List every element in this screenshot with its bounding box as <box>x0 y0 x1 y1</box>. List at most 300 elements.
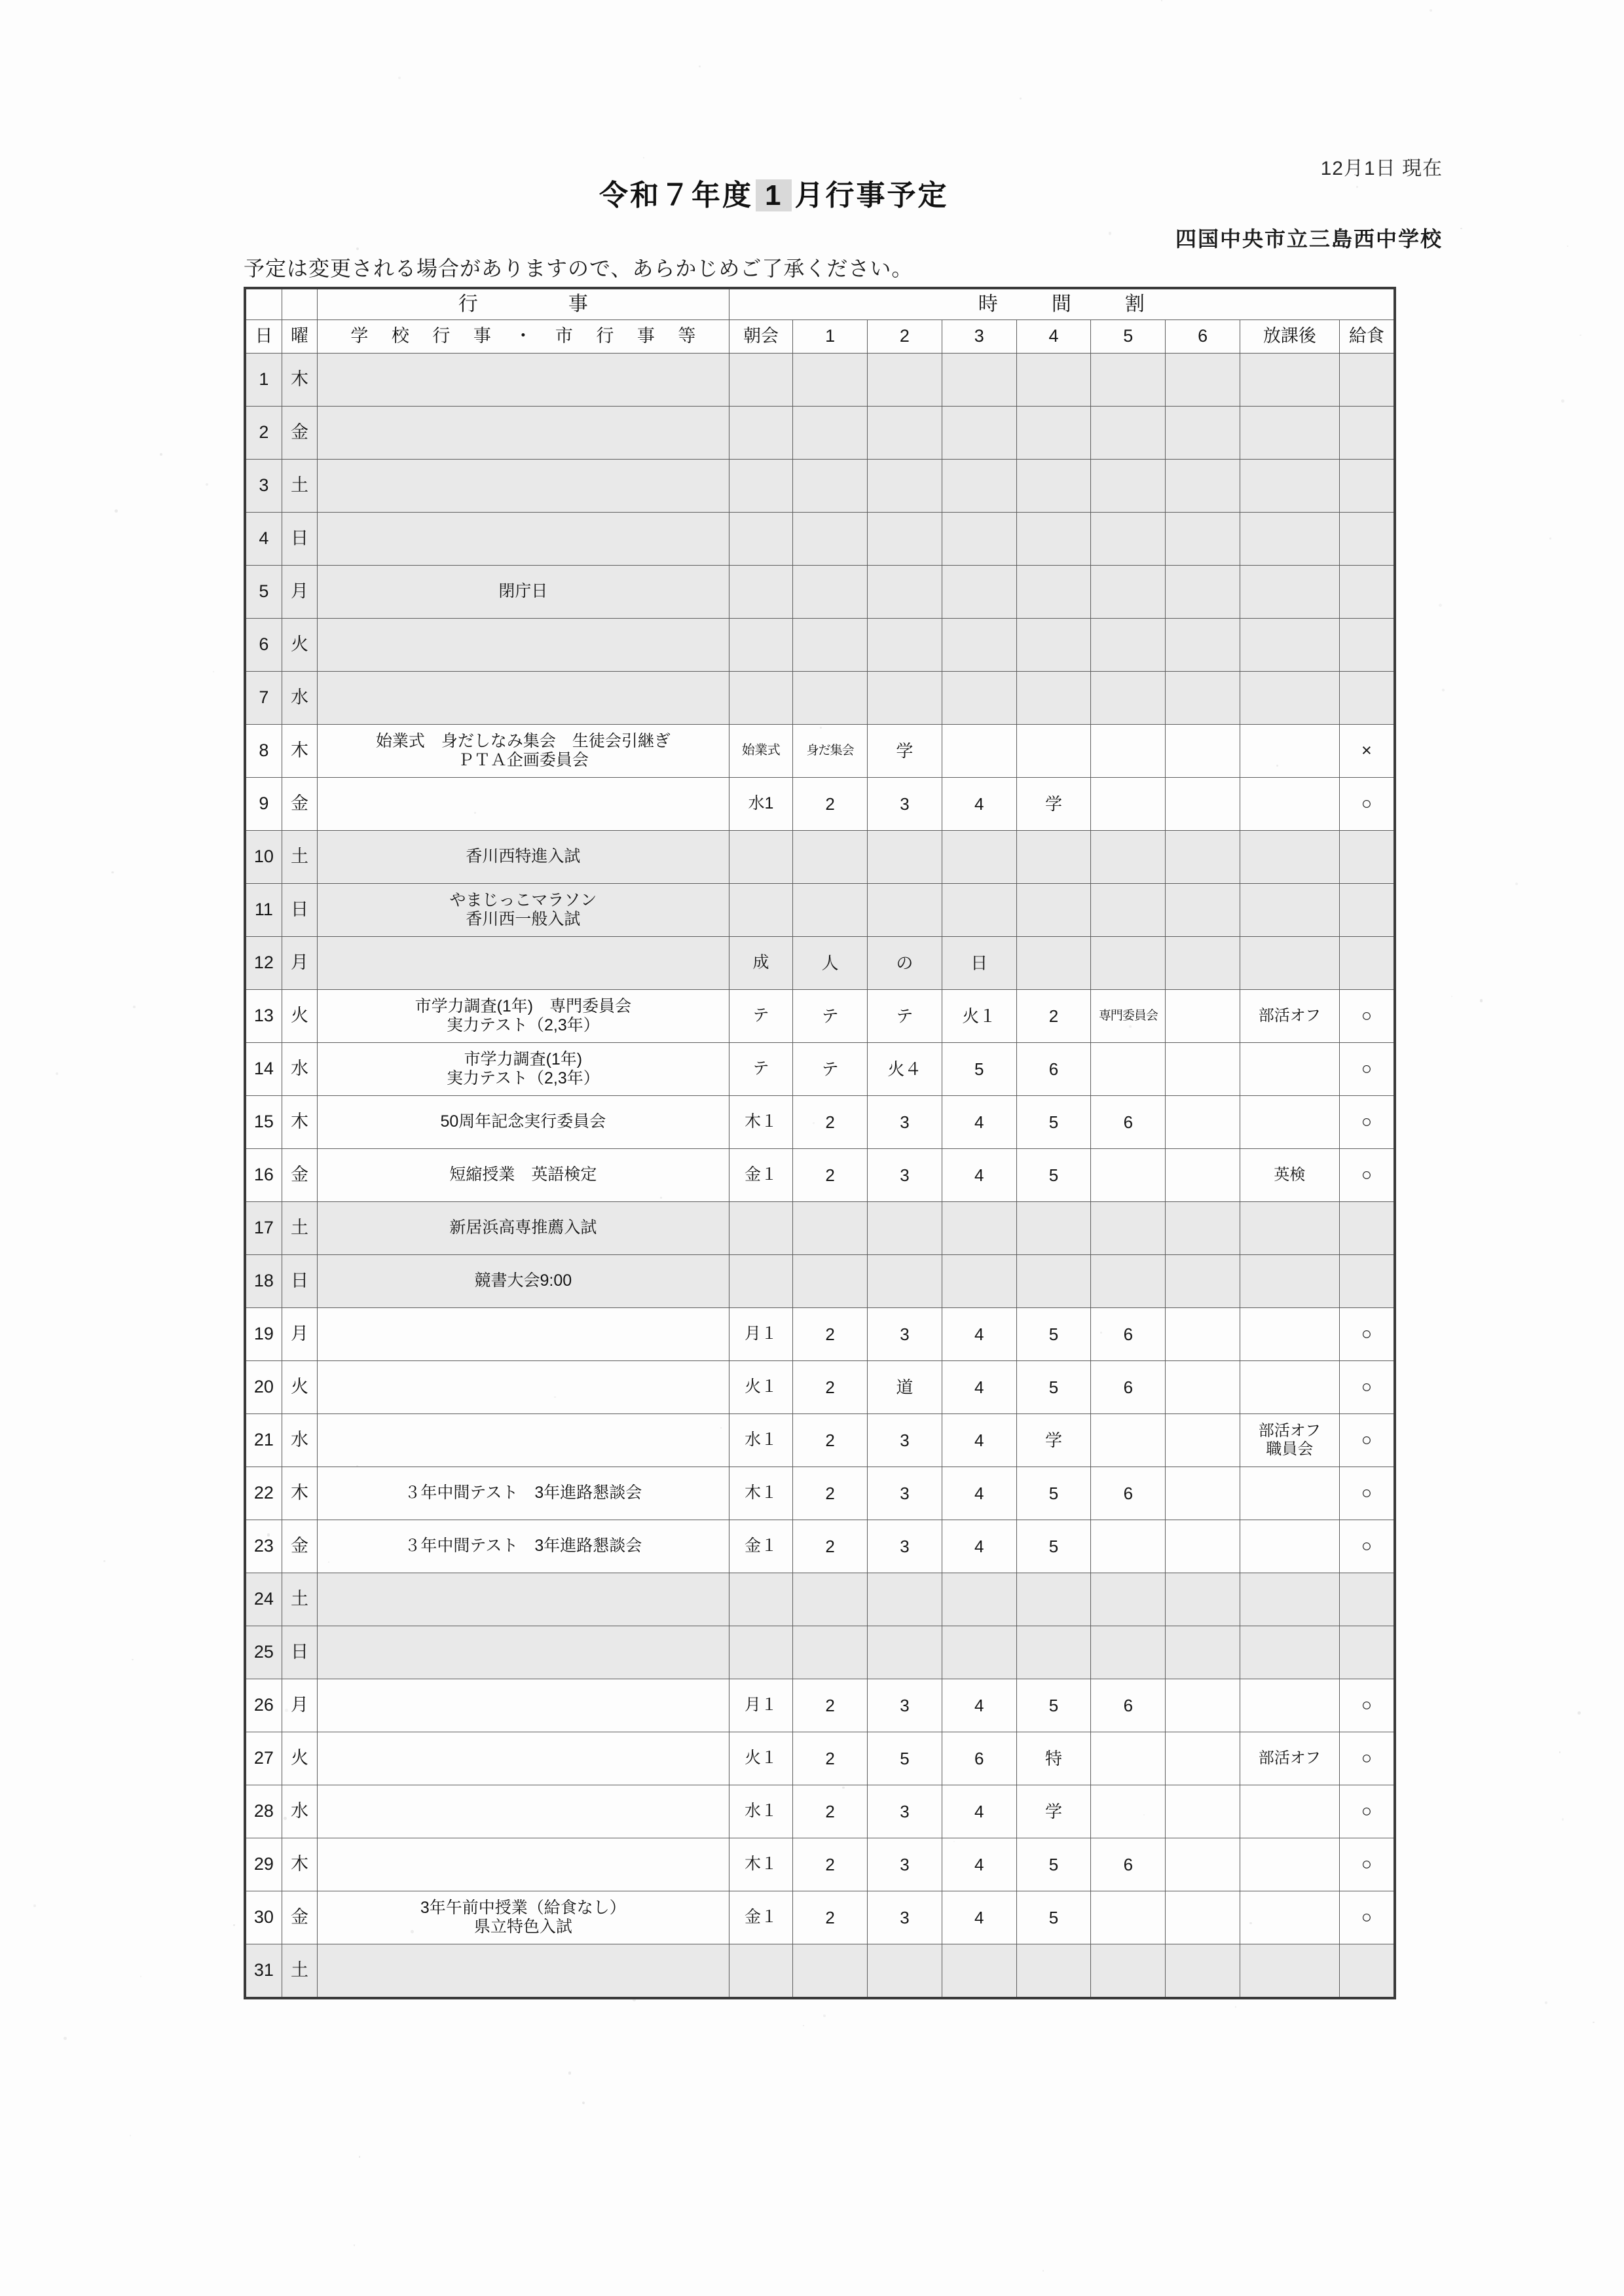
cell-period-2: 3 <box>868 1785 942 1838</box>
cell-events <box>318 1785 729 1838</box>
table-row <box>245 1043 1395 1096</box>
cell-after-school <box>1240 884 1340 937</box>
cell-period-6 <box>1166 831 1240 884</box>
cell-period-4 <box>1016 354 1091 407</box>
cell-period-3 <box>942 354 1016 407</box>
after-school-line: 職員会 <box>1266 1440 1314 1458</box>
cell-after-school <box>1240 513 1340 566</box>
event-line: ３年中間テスト 3年進路懇談会 <box>404 1484 642 1503</box>
cell-after-school <box>1240 354 1340 407</box>
cell-period-3: 4 <box>942 1096 1016 1149</box>
event-line: 市学力調査(1年) <box>464 1049 583 1068</box>
cell-assembly <box>729 884 793 937</box>
cell-period-6 <box>1166 1573 1240 1626</box>
title-prefix: 令和７年度 <box>599 179 753 211</box>
cell-period-1 <box>793 831 868 884</box>
cell-period-2: 3 <box>868 1096 942 1149</box>
cell-period-6 <box>1166 354 1240 407</box>
group-header-row <box>245 288 1395 320</box>
cell-lunch <box>1339 1626 1395 1679</box>
cell-period-4 <box>1016 884 1091 937</box>
cell-weekday: 木 <box>282 1467 317 1520</box>
cell-day: 19 <box>245 1308 282 1361</box>
cell-weekday: 木 <box>282 725 317 778</box>
cell-period-1: 2 <box>793 1467 868 1520</box>
cell-period-6 <box>1166 566 1240 619</box>
cell-period-1 <box>793 407 868 460</box>
cell-period-4 <box>1016 513 1091 566</box>
table-row <box>245 1679 1395 1732</box>
cell-period-1 <box>793 1202 868 1255</box>
cell-assembly: 木１ <box>729 1838 793 1891</box>
change-notice: 予定は変更される場合がありますので、あらかじめご了承ください。 <box>244 257 913 280</box>
cell-weekday: 日 <box>282 513 317 566</box>
cell-day: 3 <box>245 460 282 513</box>
cell-period-1: 2 <box>793 1149 868 1202</box>
cell-period-3 <box>942 831 1016 884</box>
cell-period-4 <box>1016 937 1091 990</box>
cell-period-3 <box>942 1202 1016 1255</box>
cell-day: 4 <box>245 513 282 566</box>
table-row <box>245 884 1395 937</box>
cell-after-school <box>1240 672 1340 725</box>
table-row <box>245 672 1395 725</box>
table-row <box>245 1944 1395 1999</box>
cell-assembly <box>729 513 793 566</box>
cell-events <box>318 778 729 831</box>
cell-period-6 <box>1166 1149 1240 1202</box>
cell-day: 9 <box>245 778 282 831</box>
cell-lunch <box>1339 672 1395 725</box>
cell-period-3 <box>942 1255 1016 1308</box>
event-line: やまじっこマラソン <box>449 890 597 909</box>
cell-day: 16 <box>245 1149 282 1202</box>
event-line: 実力テスト（2,3年） <box>446 1069 600 1087</box>
cell-period-3 <box>942 884 1016 937</box>
col-header-period-5: 5 <box>1091 320 1166 354</box>
cell-weekday: 土 <box>282 460 317 513</box>
group-blank-wday <box>282 288 317 320</box>
cell-day: 14 <box>245 1043 282 1096</box>
cell-period-3: 4 <box>942 1149 1016 1202</box>
cell-period-5 <box>1091 725 1166 778</box>
cell-period-5: 6 <box>1091 1679 1166 1732</box>
cell-after-school <box>1240 407 1340 460</box>
cell-period-2 <box>868 619 942 672</box>
cell-period-2: 3 <box>868 778 942 831</box>
cell-period-3: 日 <box>942 937 1016 990</box>
col-header-after-school: 放課後 <box>1240 320 1340 354</box>
cell-period-5 <box>1091 1149 1166 1202</box>
cell-events <box>318 1891 729 1944</box>
cell-period-3 <box>942 1944 1016 1999</box>
cell-period-2: 3 <box>868 1414 942 1467</box>
cell-after-school <box>1240 831 1340 884</box>
cell-after-school <box>1240 937 1340 990</box>
cell-after-school: 部活オフ <box>1240 1732 1340 1785</box>
cell-period-1 <box>793 354 868 407</box>
cell-period-5 <box>1091 460 1166 513</box>
cell-period-3: 5 <box>942 1043 1016 1096</box>
cell-period-1: 2 <box>793 1838 868 1891</box>
cell-day: 25 <box>245 1626 282 1679</box>
cell-period-4 <box>1016 407 1091 460</box>
event-line: 新居浜高専推薦入試 <box>449 1218 597 1237</box>
cell-period-4 <box>1016 1202 1091 1255</box>
cell-events <box>318 884 729 937</box>
cell-after-school <box>1240 1308 1340 1361</box>
cell-weekday: 土 <box>282 1944 317 1999</box>
cell-assembly <box>729 1202 793 1255</box>
cell-period-4 <box>1016 619 1091 672</box>
cell-assembly <box>729 831 793 884</box>
cell-period-3 <box>942 513 1016 566</box>
cell-lunch: ○ <box>1339 1043 1395 1096</box>
cell-events <box>318 672 729 725</box>
event-line: 実力テスト（2,3年） <box>446 1016 600 1034</box>
cell-events <box>318 1096 729 1149</box>
cell-lunch <box>1339 619 1395 672</box>
cell-period-2 <box>868 672 942 725</box>
event-line: 香川西特進入試 <box>466 847 581 866</box>
cell-weekday: 木 <box>282 354 317 407</box>
cell-period-3 <box>942 407 1016 460</box>
cell-after-school <box>1240 619 1340 672</box>
cell-period-2 <box>868 1944 942 1999</box>
cell-period-4 <box>1016 1255 1091 1308</box>
table-row <box>245 1361 1395 1414</box>
cell-period-2: 3 <box>868 1891 942 1944</box>
table-row <box>245 1891 1395 1944</box>
cell-weekday: 水 <box>282 672 317 725</box>
table-body <box>245 354 1395 1999</box>
cell-period-1: 2 <box>793 1785 868 1838</box>
cell-period-2: テ <box>868 990 942 1043</box>
group-header-events: 行 事 <box>318 288 729 320</box>
cell-period-2: 3 <box>868 1838 942 1891</box>
cell-events <box>318 937 729 990</box>
cell-after-school <box>1240 460 1340 513</box>
cell-period-4: 6 <box>1016 1043 1091 1096</box>
cell-lunch <box>1339 566 1395 619</box>
cell-period-4 <box>1016 831 1091 884</box>
cell-period-3: 4 <box>942 1308 1016 1361</box>
event-line: 短縮授業 英語検定 <box>449 1165 597 1184</box>
table-row <box>245 1785 1395 1838</box>
cell-period-3: 4 <box>942 1361 1016 1414</box>
cell-period-5 <box>1091 1202 1166 1255</box>
cell-weekday: 水 <box>282 1414 317 1467</box>
cell-period-2: の <box>868 937 942 990</box>
event-line: 3年午前中授業（給食なし） <box>420 1898 626 1917</box>
cell-period-6 <box>1166 1944 1240 1999</box>
cell-assembly: 木１ <box>729 1096 793 1149</box>
table-row <box>245 1096 1395 1149</box>
table-row <box>245 1467 1395 1520</box>
cell-assembly: 水１ <box>729 1785 793 1838</box>
cell-period-3: 4 <box>942 1891 1016 1944</box>
cell-events <box>318 619 729 672</box>
table-row <box>245 725 1395 778</box>
cell-period-5 <box>1091 672 1166 725</box>
cell-events <box>318 1520 729 1573</box>
cell-period-5 <box>1091 1626 1166 1679</box>
cell-period-4: 学 <box>1016 778 1091 831</box>
title-suffix: 月行事予定 <box>794 179 949 211</box>
cell-period-6 <box>1166 937 1240 990</box>
cell-period-5 <box>1091 407 1166 460</box>
schedule-table <box>244 287 1396 1999</box>
cell-after-school <box>1240 1043 1340 1096</box>
cell-day: 7 <box>245 672 282 725</box>
cell-day: 21 <box>245 1414 282 1467</box>
cell-events <box>318 460 729 513</box>
cell-events <box>318 354 729 407</box>
cell-events <box>318 566 729 619</box>
col-header-weekday: 曜 <box>282 320 317 354</box>
cell-period-3: 4 <box>942 1467 1016 1520</box>
cell-period-6 <box>1166 1096 1240 1149</box>
table-row <box>245 1255 1395 1308</box>
cell-after-school <box>1240 1520 1340 1573</box>
cell-weekday: 木 <box>282 1096 317 1149</box>
cell-period-1 <box>793 460 868 513</box>
cell-period-6 <box>1166 725 1240 778</box>
table-row <box>245 619 1395 672</box>
cell-day: 12 <box>245 937 282 990</box>
event-line: 始業式 身だしなみ集会 生徒会引継ぎ <box>375 731 671 750</box>
cell-assembly <box>729 566 793 619</box>
cell-period-2 <box>868 1626 942 1679</box>
table-row <box>245 1308 1395 1361</box>
cell-period-4: 学 <box>1016 1785 1091 1838</box>
cell-assembly: 火１ <box>729 1361 793 1414</box>
cell-after-school <box>1240 1255 1340 1308</box>
cell-period-2: 3 <box>868 1149 942 1202</box>
cell-period-4: 特 <box>1016 1732 1091 1785</box>
cell-events <box>318 1838 729 1891</box>
cell-assembly <box>729 1573 793 1626</box>
cell-period-6 <box>1166 884 1240 937</box>
cell-events <box>318 1043 729 1096</box>
cell-period-1 <box>793 884 868 937</box>
cell-period-4: 学 <box>1016 1414 1091 1467</box>
table-row <box>245 937 1395 990</box>
cell-period-5 <box>1091 566 1166 619</box>
cell-after-school <box>1240 1414 1340 1467</box>
cell-period-3: 火１ <box>942 990 1016 1043</box>
column-header-row <box>245 320 1395 354</box>
cell-period-6 <box>1166 1361 1240 1414</box>
cell-after-school <box>1240 1467 1340 1520</box>
cell-period-4: 5 <box>1016 1679 1091 1732</box>
table-row <box>245 1732 1395 1785</box>
col-header-period-3: 3 <box>942 320 1016 354</box>
cell-period-5 <box>1091 619 1166 672</box>
cell-period-4 <box>1016 1626 1091 1679</box>
cell-weekday: 月 <box>282 1308 317 1361</box>
cell-period-5: 6 <box>1091 1467 1166 1520</box>
cell-period-3 <box>942 460 1016 513</box>
cell-weekday: 金 <box>282 1520 317 1573</box>
cell-assembly <box>729 354 793 407</box>
cell-period-5 <box>1091 1255 1166 1308</box>
cell-period-4: 5 <box>1016 1361 1091 1414</box>
cell-weekday: 火 <box>282 619 317 672</box>
cell-events <box>318 990 729 1043</box>
cell-period-5 <box>1091 884 1166 937</box>
cell-period-6 <box>1166 672 1240 725</box>
cell-events <box>318 407 729 460</box>
event-line: 競書大会9:00 <box>474 1271 572 1290</box>
cell-assembly <box>729 1626 793 1679</box>
cell-events <box>318 1202 729 1255</box>
cell-after-school <box>1240 1944 1340 1999</box>
cell-period-6 <box>1166 1626 1240 1679</box>
cell-period-1: 2 <box>793 1891 868 1944</box>
cell-period-6 <box>1166 1467 1240 1520</box>
cell-period-5 <box>1091 354 1166 407</box>
cell-period-2: 3 <box>868 1467 942 1520</box>
cell-period-6 <box>1166 1520 1240 1573</box>
cell-lunch <box>1339 1202 1395 1255</box>
cell-lunch <box>1339 884 1395 937</box>
cell-period-1: 身だ集会 <box>793 725 868 778</box>
col-header-assembly: 朝会 <box>729 320 793 354</box>
cell-lunch <box>1339 513 1395 566</box>
cell-period-2 <box>868 1202 942 1255</box>
cell-lunch: ○ <box>1339 1785 1395 1838</box>
cell-weekday: 月 <box>282 937 317 990</box>
cell-assembly: 水１ <box>729 1414 793 1467</box>
cell-day: 20 <box>245 1361 282 1414</box>
event-line: 県立特色入試 <box>473 1918 572 1936</box>
cell-after-school <box>1240 1891 1340 1944</box>
cell-period-2: 3 <box>868 1520 942 1573</box>
cell-period-2 <box>868 513 942 566</box>
cell-day: 13 <box>245 990 282 1043</box>
cell-period-1 <box>793 566 868 619</box>
table-row <box>245 1149 1395 1202</box>
cell-assembly: 金１ <box>729 1149 793 1202</box>
cell-period-5 <box>1091 1944 1166 1999</box>
cell-period-3: 6 <box>942 1732 1016 1785</box>
cell-period-5 <box>1091 1043 1166 1096</box>
cell-period-4: 2 <box>1016 990 1091 1043</box>
cell-period-3: 4 <box>942 778 1016 831</box>
cell-events <box>318 1679 729 1732</box>
cell-period-2 <box>868 1255 942 1308</box>
table-row <box>245 1626 1395 1679</box>
cell-lunch: ○ <box>1339 1891 1395 1944</box>
cell-period-6 <box>1166 1679 1240 1732</box>
cell-period-5 <box>1091 937 1166 990</box>
cell-period-1 <box>793 1573 868 1626</box>
cell-period-4 <box>1016 725 1091 778</box>
cell-day: 5 <box>245 566 282 619</box>
cell-period-1: 2 <box>793 1096 868 1149</box>
event-line: 市学力調査(1年) 専門委員会 <box>415 996 632 1015</box>
cell-period-6 <box>1166 990 1240 1043</box>
cell-period-4 <box>1016 1573 1091 1626</box>
cell-events <box>318 1944 729 1999</box>
cell-period-3: 4 <box>942 1838 1016 1891</box>
cell-events <box>318 831 729 884</box>
cell-weekday: 木 <box>282 1838 317 1891</box>
col-header-period-1: 1 <box>793 320 868 354</box>
cell-after-school <box>1240 1096 1340 1149</box>
cell-assembly: 金１ <box>729 1891 793 1944</box>
cell-assembly <box>729 1255 793 1308</box>
group-header-timetable: 時 間 割 <box>729 288 1395 320</box>
cell-after-school <box>1240 566 1340 619</box>
cell-period-3: 4 <box>942 1520 1016 1573</box>
cell-day: 2 <box>245 407 282 460</box>
cell-period-5 <box>1091 778 1166 831</box>
cell-period-4 <box>1016 1944 1091 1999</box>
col-header-day: 日 <box>245 320 282 354</box>
cell-period-4: 5 <box>1016 1308 1091 1361</box>
col-header-lunch: 給食 <box>1339 320 1395 354</box>
cell-period-4 <box>1016 566 1091 619</box>
cell-period-4: 5 <box>1016 1891 1091 1944</box>
cell-events <box>318 1626 729 1679</box>
cell-day: 24 <box>245 1573 282 1626</box>
cell-period-6 <box>1166 1414 1240 1467</box>
cell-period-3: 4 <box>942 1679 1016 1732</box>
cell-period-6 <box>1166 513 1240 566</box>
cell-period-6 <box>1166 778 1240 831</box>
cell-period-2 <box>868 1573 942 1626</box>
cell-period-1: 2 <box>793 1679 868 1732</box>
cell-lunch <box>1339 937 1395 990</box>
cell-period-5 <box>1091 831 1166 884</box>
cell-period-5 <box>1091 513 1166 566</box>
cell-assembly <box>729 672 793 725</box>
cell-after-school <box>1240 1361 1340 1414</box>
cell-period-1: 2 <box>793 1361 868 1414</box>
cell-period-2 <box>868 460 942 513</box>
cell-events <box>318 1149 729 1202</box>
cell-period-6 <box>1166 619 1240 672</box>
cell-assembly <box>729 407 793 460</box>
cell-weekday: 金 <box>282 407 317 460</box>
cell-after-school <box>1240 1838 1340 1891</box>
cell-period-6 <box>1166 1255 1240 1308</box>
cell-period-6 <box>1166 1785 1240 1838</box>
cell-period-3 <box>942 672 1016 725</box>
cell-period-1: 2 <box>793 1732 868 1785</box>
schedule-table-wrapper <box>244 287 1396 1999</box>
cell-weekday: 土 <box>282 1202 317 1255</box>
cell-day: 28 <box>245 1785 282 1838</box>
cell-period-2 <box>868 884 942 937</box>
cell-period-3: 4 <box>942 1414 1016 1467</box>
table-row <box>245 990 1395 1043</box>
cell-events <box>318 1255 729 1308</box>
cell-weekday: 土 <box>282 1573 317 1626</box>
cell-period-6 <box>1166 1732 1240 1785</box>
cell-period-5 <box>1091 1891 1166 1944</box>
cell-weekday: 火 <box>282 1732 317 1785</box>
cell-day: 18 <box>245 1255 282 1308</box>
cell-period-2: 5 <box>868 1732 942 1785</box>
cell-after-school <box>1240 1626 1340 1679</box>
cell-period-6 <box>1166 1202 1240 1255</box>
table-row <box>245 1202 1395 1255</box>
cell-period-3 <box>942 1626 1016 1679</box>
group-blank-day <box>245 288 282 320</box>
